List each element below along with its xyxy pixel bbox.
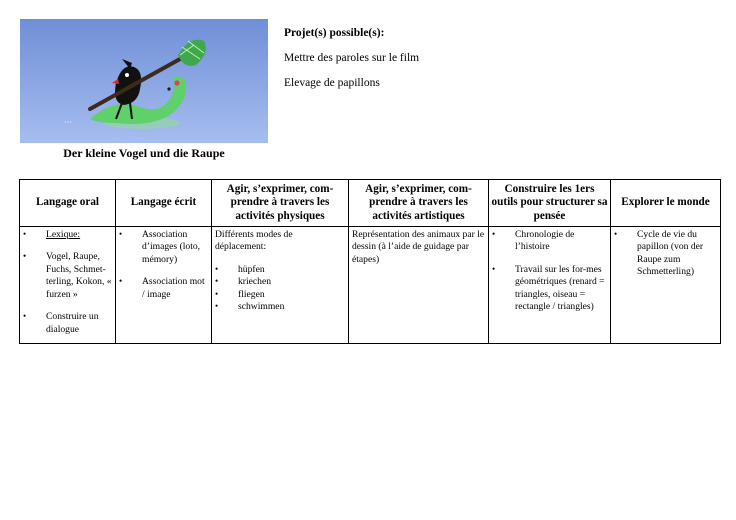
- film-title: Der kleine Vogel und die Raupe: [63, 146, 225, 160]
- projects-heading: Projet(s) possible(s):: [284, 27, 385, 39]
- header-langage-ecrit: Langage écrit: [116, 180, 212, 227]
- projects-block: [284, 27, 584, 102]
- list-item: • fliegen: [214, 289, 346, 301]
- cell-structurer-pensee: [489, 227, 611, 344]
- activites-physiques-intro: Différents modes de déplacement:: [215, 229, 293, 253]
- list-item: • Construire un dialogue: [22, 311, 113, 336]
- competencies-table: [19, 179, 721, 344]
- list-item: • Vogel, Raupe, Fuchs, Schmet-terling, Kokon, « furzen »: [22, 251, 113, 301]
- list-item: • Travail sur les for-mes géométriques (renard = triangles, oiseau = rectangle / triangles): [491, 264, 608, 314]
- cell-langage-oral: [20, 227, 116, 344]
- list-item: • Cycle de vie du papillon (von der Raupe zum Schmetterling): [613, 229, 718, 279]
- table-row: [20, 227, 721, 344]
- cell-activites-artistiques: [349, 227, 489, 344]
- list-item: • Lexique:: [22, 229, 113, 241]
- list-item: • hüpfen: [214, 264, 346, 276]
- list-item: • Association mot / image: [118, 276, 209, 301]
- list-item: • Chronologie de l’histoire: [491, 229, 608, 254]
- project-item: Mettre des paroles sur le film: [284, 52, 420, 64]
- header-activites-physiques: Agir, s’exprimer, com-prendre à travers les activités physiques: [212, 180, 349, 227]
- list-item: • kriechen: [214, 276, 346, 288]
- header-langage-oral: Langage oral: [20, 180, 116, 227]
- cell-langage-ecrit: [116, 227, 212, 344]
- header-explorer-monde: Explorer le monde: [611, 180, 721, 227]
- project-item: Elevage de papillons: [284, 77, 380, 89]
- svg-text:···: ···: [64, 118, 72, 127]
- header-structurer-pensee: Construire les 1ers outils pour structurer sa pensée: [489, 180, 611, 227]
- film-still-image: [20, 19, 268, 143]
- cell-activites-physiques: [212, 227, 349, 344]
- table-header-row: [20, 180, 721, 227]
- list-item: • schwimmen: [214, 301, 346, 313]
- cell-explorer-monde: [611, 227, 721, 344]
- activites-artistiques-text: Représentation des animaux par le dessin (à l’aide de guidage par étapes): [352, 229, 485, 265]
- list-item: • Association d’images (loto, mémory): [118, 229, 209, 266]
- header-activites-artistiques: Agir, s’exprimer, com-prendre à travers les activités artistiques: [349, 180, 489, 227]
